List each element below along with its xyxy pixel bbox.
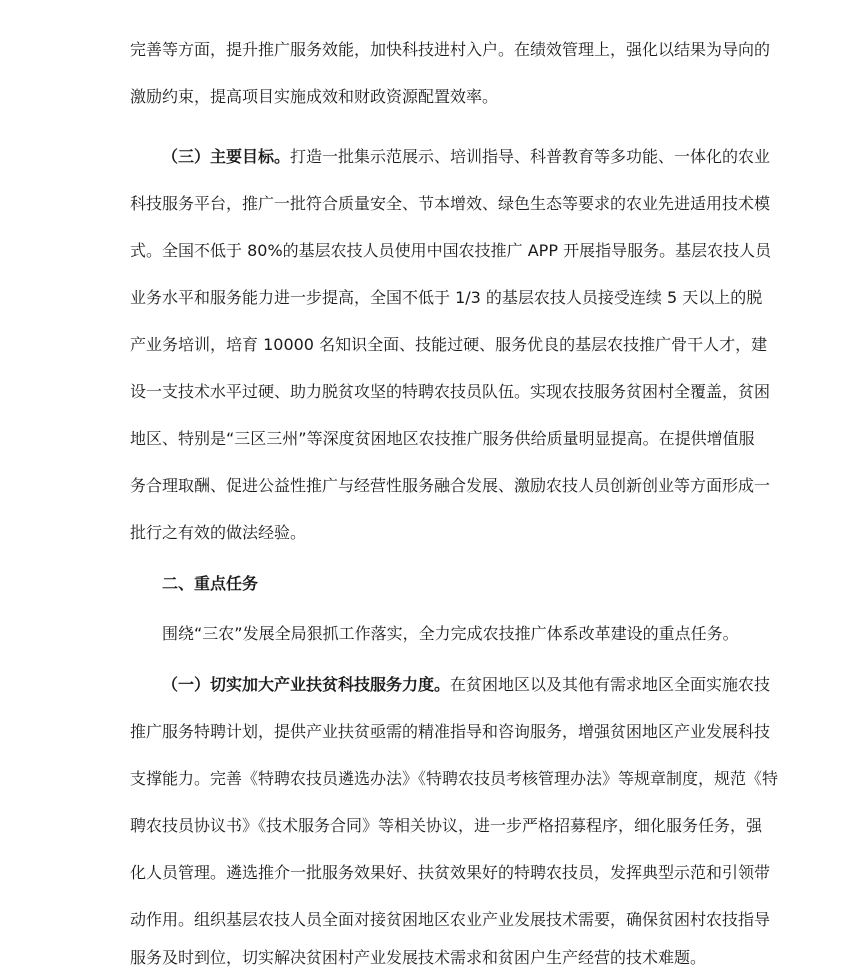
text-line: 动作用。组织基层农技人员全面对接贫困地区农业产业发展技术需要，确保贫困村农技指导 — [130, 910, 771, 929]
text-line: 激励约束，提高项目实施成效和财政资源配置效率。 — [130, 87, 499, 106]
text-line: 支撑能力。完善《特聘农技员遴选办法》《特聘农技员考核管理办法》等规章制度，规范《特 — [130, 769, 779, 788]
paragraph-text: 在贫困地区以及其他有需求地区全面实施农技 — [450, 675, 771, 694]
text-line: 化人员管理。遴选推介一批服务效果好、扶贫效果好的特聘农技员，发挥典型示范和引领带 — [130, 863, 771, 882]
text-line: 完善等方面，提升推广服务效能，加快科技进村入户。在绩效管理上，强化以结果为导向的 — [130, 40, 771, 59]
text-line: 科技服务平台，推广一批符合质量安全、节本增效、绿色生态等要求的农业先进适用技术模 — [130, 194, 771, 213]
paragraph-lead: （一）切实加大产业扶贫科技服务力度。 — [162, 675, 451, 694]
text-line: 服务及时到位，切实解决贫困村产业发展技术需求和贫困户生产经营的技术难题。 — [130, 948, 707, 967]
text-line: 聘农技员协议书》《技术服务合同》等相关协议，进一步严格招募程序，细化服务任务，强 — [130, 816, 763, 835]
text-line: 围绕“三农”发展全局狠抓工作落实，全力完成农技推广体系改革建设的重点任务。 — [162, 624, 739, 643]
paragraph-lead: （三）主要目标。 — [162, 147, 291, 166]
text-line: 产业务培训，培育 10000 名知识全面、技能过硬、服务优良的基层农技推广骨干人才，建 — [130, 335, 768, 354]
text-line: 式。全国不低于 80%的基层农技人员使用中国农技推广 APP 开展指导服务。基层农技人员 — [130, 241, 772, 260]
section-heading: 二、重点任务 — [162, 574, 259, 593]
text-line: 设一支技术水平过硬、助力脱贫攻坚的特聘农技员队伍。实现农技服务贫困村全覆盖，贫困 — [130, 382, 771, 401]
paragraph-first-line — [162, 675, 771, 695]
text-line: 务合理取酬、促进公益性推广与经营性服务融合发展、激励农技人员创新创业等方面形成一 — [130, 476, 771, 495]
text-line: 推广服务特聘计划，提供产业扶贫亟需的精准指导和咨询服务，增强贫困地区产业发展科技 — [130, 722, 771, 741]
text-line: 批行之有效的做法经验。 — [130, 523, 307, 542]
text-line: 地区、特别是“三区三州”等深度贫困地区农技推广服务供给质量明显提高。在提供增值服 — [130, 429, 755, 448]
paragraph-text: 打造一批集示范展示、培训指导、科普教育等多功能、一体化的农业 — [290, 147, 771, 166]
paragraph-first-line — [162, 147, 771, 167]
text-line: 业务水平和服务能力进一步提高，全国不低于 1/3 的基层农技人员接受连续 5 天以上的脱 — [130, 288, 763, 307]
